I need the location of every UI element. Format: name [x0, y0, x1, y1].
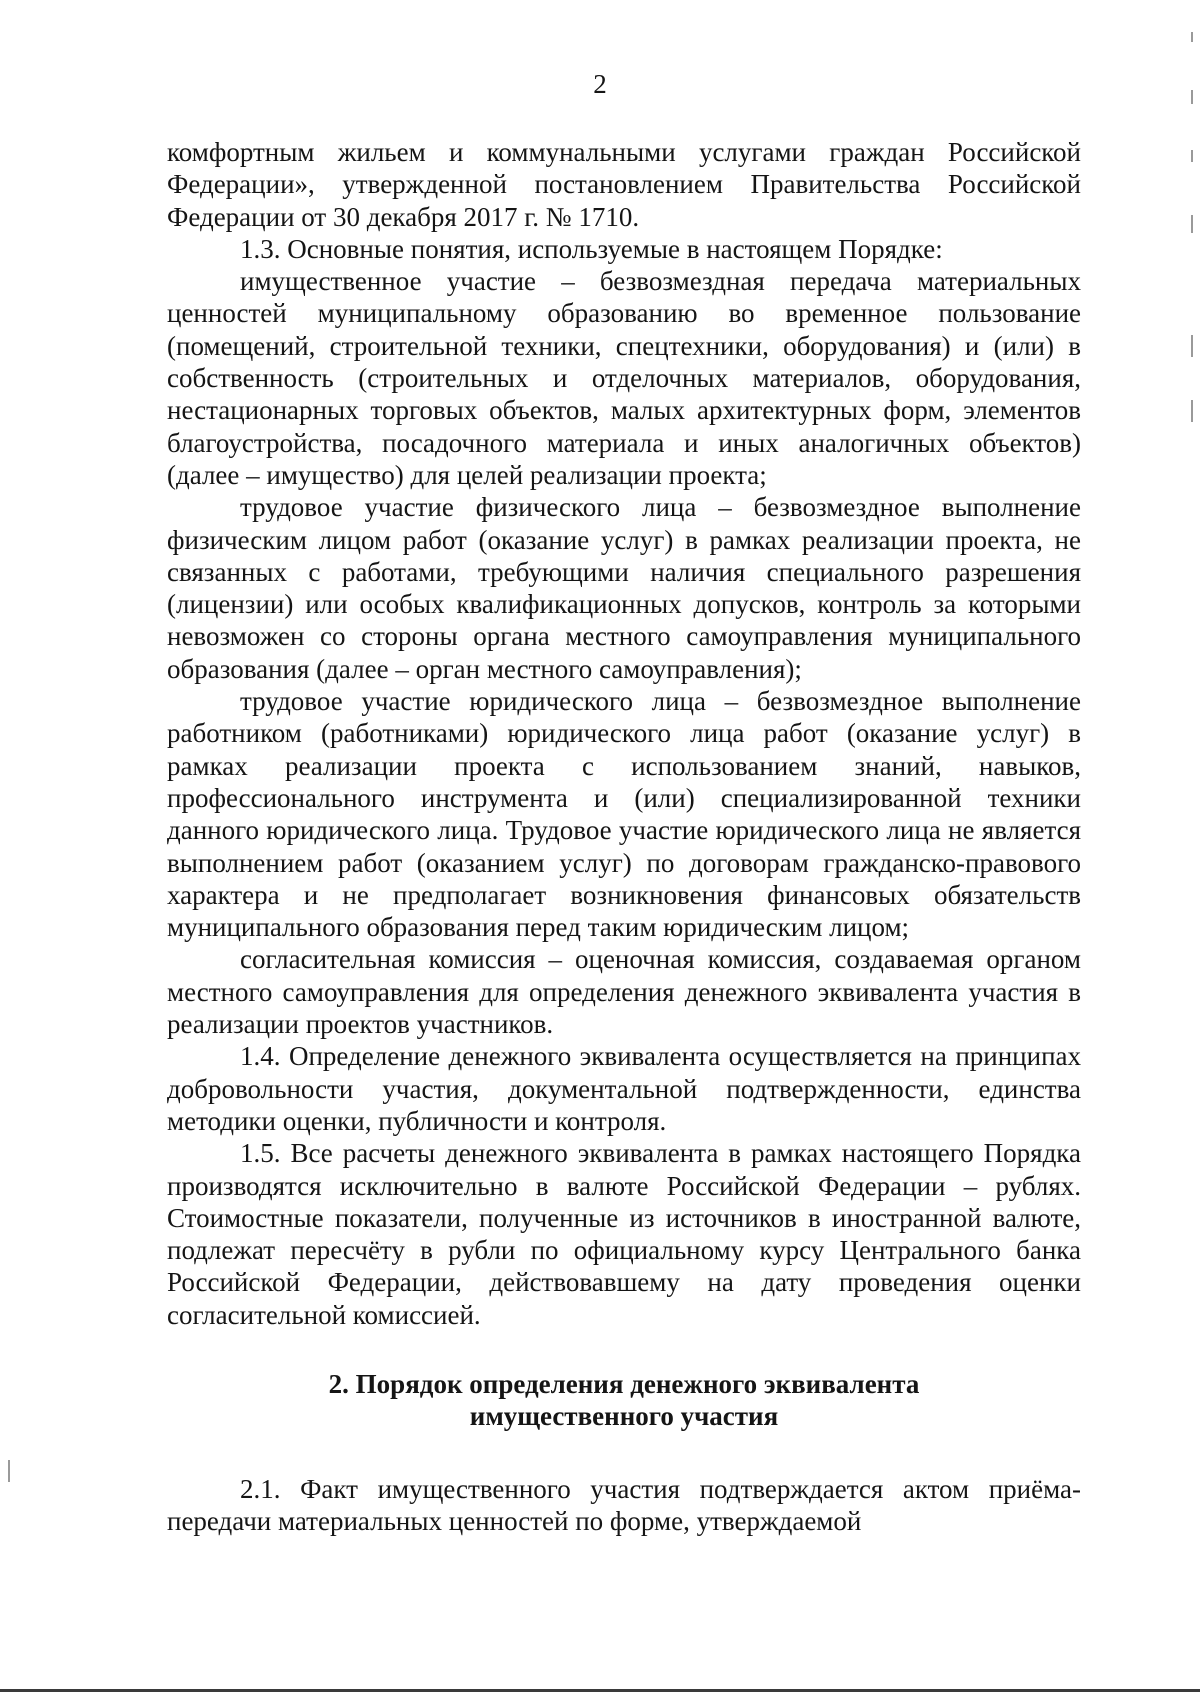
- paragraph-1-5: 1.5. Все расчеты денежного эквивалента в рамках настоящего Порядка производятся исключительно в валюте Российской Федерации – рублях. Стоимостные показатели, полученные из источников в иностранной валюте, подлежат пересчёту в рубли по официальному курсу Центрального банка Российской Федерации, действовавшему на дату проведения оценки согласительной комиссией.: [167, 1138, 1081, 1330]
- scan-edge-mark: [1191, 90, 1193, 104]
- definition-labor-participation-legal-entity: трудовое участие юридического лица – безвозмездное выполнение работником (работниками) юридического лица работ (оказание услуг) в рамках реализации проекта с использованием знаний, навыков, профессионального инструмента и (или) специализированной техники данного юридического лица. Трудовое участие юридического лица не является выполнением работ (оказанием услуг) по договорам гражданско-правового характера и не предполагает возникновения финансовых обязательств муниципального образования перед таким юридическим лицом;: [167, 686, 1081, 943]
- definition-property-participation: имущественное участие – безвозмездная передача материальных ценностей муниципальному образованию во временное пользование (помещений, строительной техники, спецтехники, оборудования) и (или) в собственность (строительных и отделочных материалов, оборудования, нестационарных торговых объектов, малых архитектурных форм, элементов благоустройства, посадочного материала и иных аналогичных объектов) (далее – имущество) для целей реализации проекта;: [167, 266, 1081, 490]
- scan-edge-mark: [1191, 215, 1193, 233]
- paragraph-1-4: 1.4. Определение денежного эквивалента осуществляется на принципах добровольности участия, документальной подтвержденности, единства методики оценки, публичности и контроля.: [167, 1041, 1081, 1136]
- definition-labor-participation-individual: трудовое участие физического лица – безвозмездное выполнение физическим лицом работ (оказание услуг) в рамках реализации проекта, не связанных с работами, требующими наличия специального разрешения (лицензии) или особых квалификационных допусков, контроль за которыми невозможен со стороны органа местного самоуправления муниципального образования (далее – орган местного самоуправления);: [167, 492, 1081, 684]
- document-body: [167, 136, 1081, 1537]
- paragraph-1-3: 1.3. Основные понятия, используемые в настоящем Порядке:: [240, 233, 943, 264]
- paragraph-continuation: комфортным жильем и коммунальными услугами граждан Российской Федерации», утвержденной постановлением Правительства Российской Федерации от 30 декабря 2017 г. № 1710.: [167, 137, 1081, 232]
- scan-bottom-edge: [0, 1689, 1200, 1692]
- definition-conciliation-commission: согласительная комиссия – оценочная комиссия, создаваемая органом местного самоуправления для определения денежного эквивалента участия в реализации проектов участников.: [167, 944, 1081, 1040]
- page-number: 2: [593, 69, 607, 99]
- scan-edge-mark: [1191, 400, 1193, 422]
- section-heading-line-1: 2. Порядок определения денежного эквивалента: [328, 1368, 920, 1399]
- section-heading: [167, 1368, 1081, 1433]
- scan-edge-mark: [1191, 150, 1193, 162]
- paragraph-2-1: 2.1. Факт имущественного участия подтверждается актом приёма-передачи материальных ценностей по форме, утверждаемой: [167, 1473, 1081, 1536]
- section-heading-line-2: имущественного участия: [469, 1401, 779, 1432]
- scan-edge-mark: [1191, 335, 1193, 357]
- scan-edge-mark: [8, 1460, 10, 1482]
- scan-edge-mark: [1191, 32, 1193, 42]
